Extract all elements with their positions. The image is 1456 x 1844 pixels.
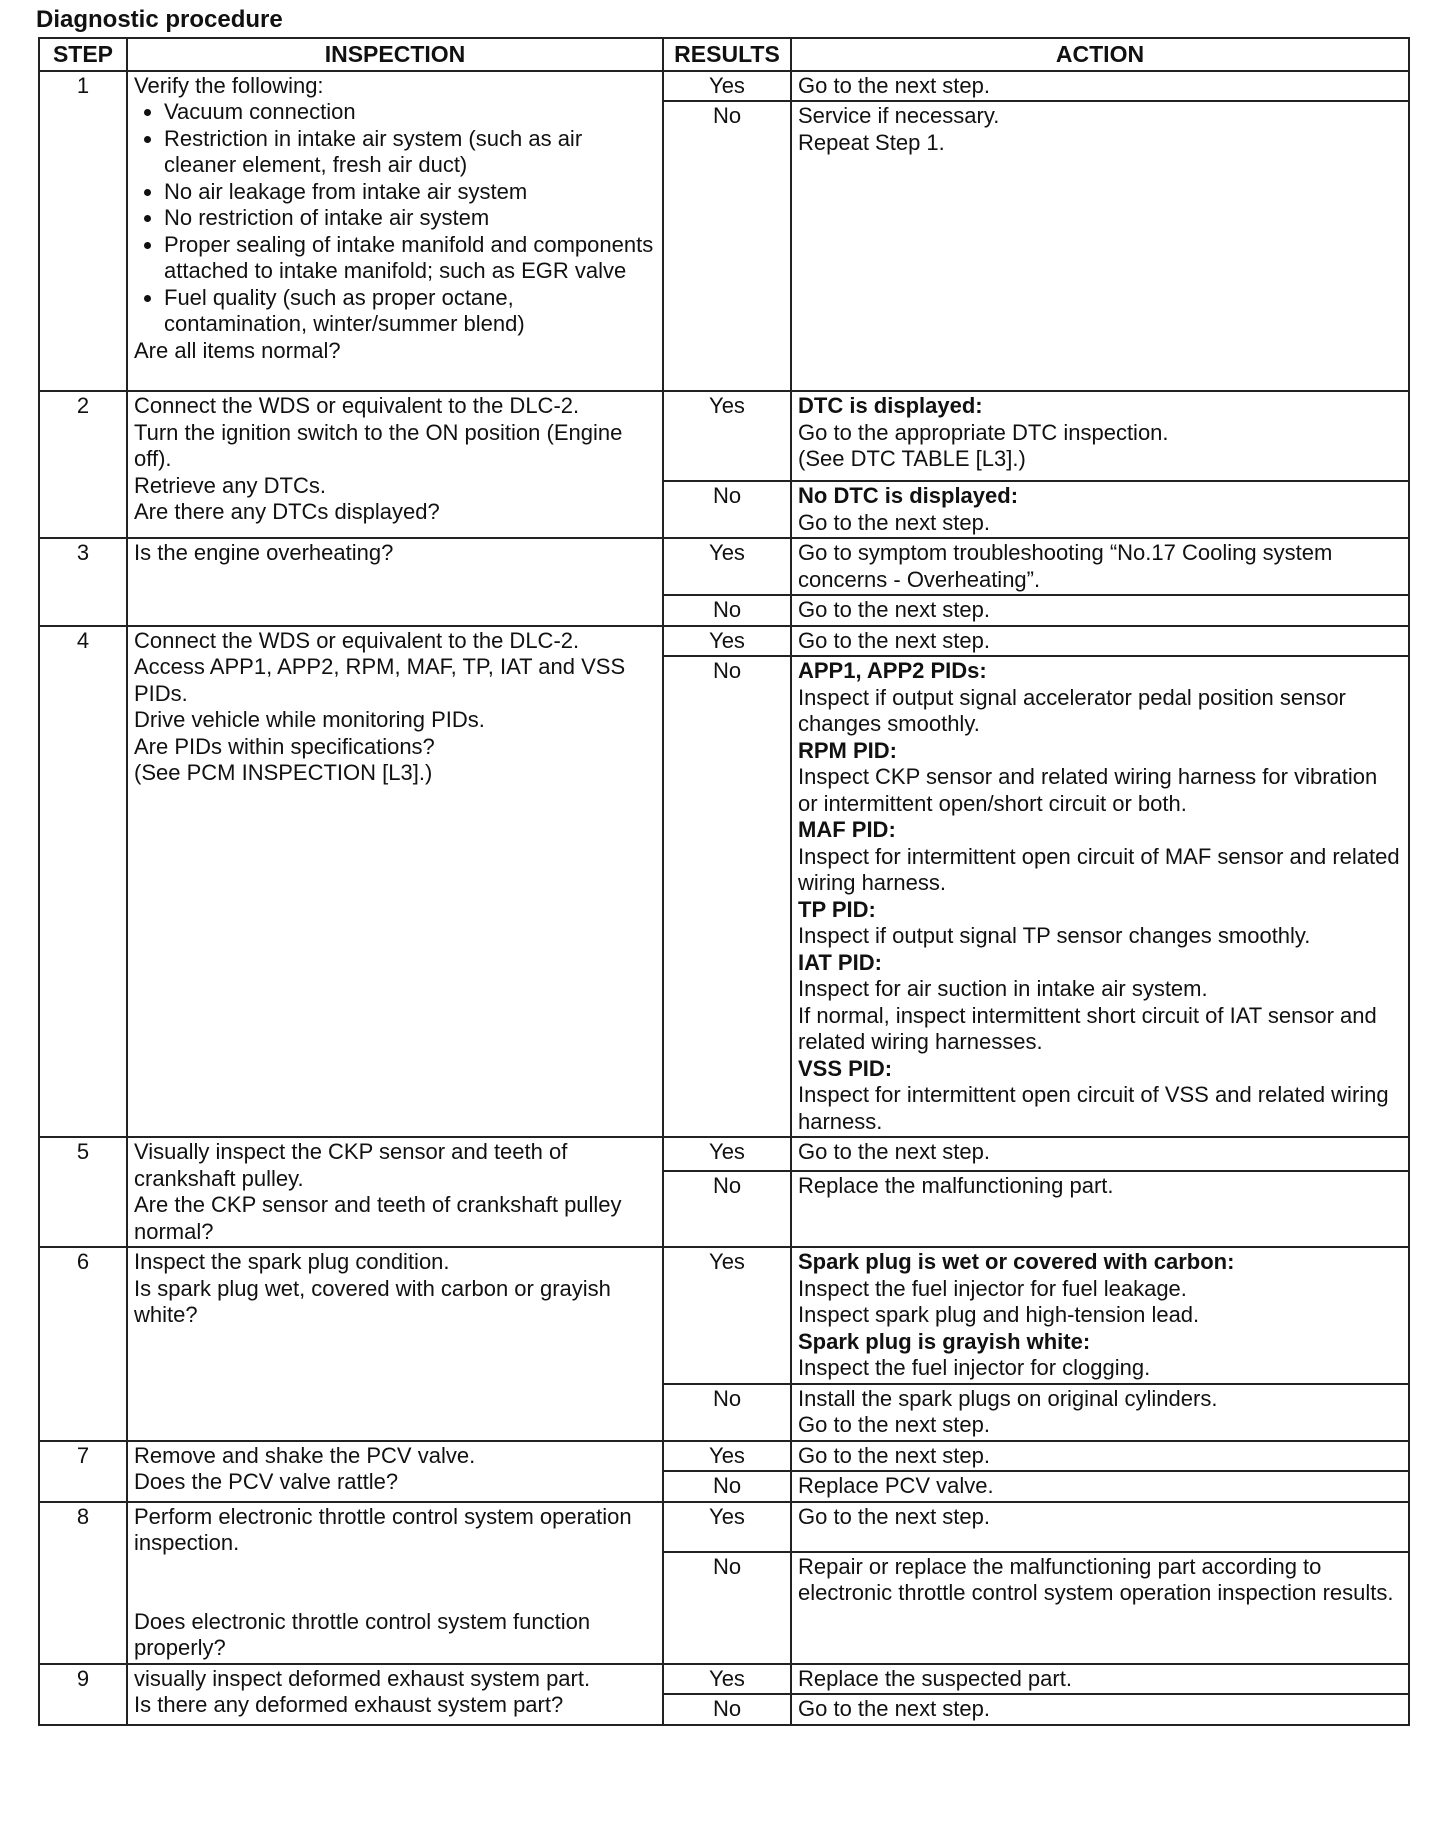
- list-item: • Vacuum connection: [164, 99, 656, 126]
- action-cell: [791, 656, 1409, 1137]
- action-cell: [791, 1552, 1409, 1664]
- result-yes: Yes: [663, 1441, 791, 1472]
- table-row: [39, 391, 1409, 481]
- page-title: Diagnostic procedure: [36, 6, 283, 33]
- list-item: • No restriction of intake air system: [164, 205, 656, 232]
- check-list: [134, 99, 656, 338]
- inspection-text: Remove and shake the PCV valve.: [134, 1442, 476, 1468]
- inspection-text: Are PIDs within specifications?: [134, 733, 435, 759]
- action-cell: [791, 538, 1409, 595]
- inspection-text: Retrieve any DTCs.: [134, 472, 326, 498]
- result-no: No: [663, 1694, 791, 1725]
- result-no: No: [663, 1384, 791, 1441]
- action-heading: No DTC is displayed:: [798, 483, 1019, 508]
- action-heading: Spark plug is grayish white:: [798, 1328, 1091, 1354]
- step-number: 9: [39, 1664, 127, 1725]
- action-text: Service if necessary.: [798, 103, 1000, 128]
- inspection-text: Are there any DTCs displayed?: [134, 499, 440, 524]
- table-row: [39, 1137, 1409, 1171]
- action-heading: MAF PID:: [798, 817, 896, 842]
- result-no: No: [663, 1171, 791, 1247]
- action-cell: [791, 481, 1409, 538]
- inspection-text: Are the CKP sensor and teeth of crankshaft pulley normal?: [134, 1192, 622, 1244]
- header-results: RESULTS: [663, 38, 791, 71]
- action-text: Inspect spark plug and high-tension lead.: [798, 1302, 1200, 1327]
- action-text: Go to the next step.: [798, 1696, 991, 1721]
- result-no: No: [663, 101, 791, 391]
- inspection-question: Does electronic throttle control system function properly?: [134, 1608, 591, 1660]
- action-text: Go to the next step.: [798, 1442, 991, 1468]
- inspection-cell: [127, 626, 663, 1138]
- inspection-cell: [127, 1441, 663, 1502]
- table-row: [39, 1441, 1409, 1472]
- result-yes: Yes: [663, 391, 791, 481]
- action-cell: [791, 1441, 1409, 1472]
- list-item: • No air leakage from intake air system: [164, 179, 656, 206]
- step-number: 2: [39, 391, 127, 538]
- action-text: Go to the next step.: [798, 1139, 991, 1164]
- inspection-text: Is spark plug wet, covered with carbon or grayish white?: [134, 1275, 611, 1327]
- action-text: Go to the next step.: [798, 597, 991, 622]
- diagnostic-procedure-table: [38, 37, 1410, 1726]
- result-yes: Yes: [663, 1137, 791, 1171]
- action-text: Inspect if output signal TP sensor changes smoothly.: [798, 923, 1311, 948]
- result-yes: Yes: [663, 1502, 791, 1552]
- step-number: 3: [39, 538, 127, 626]
- action-text: If normal, inspect intermittent short circuit of IAT sensor and related wiring harnesses.: [798, 1002, 1377, 1054]
- action-cell: [791, 626, 1409, 657]
- step-number: 8: [39, 1502, 127, 1664]
- inspection-text: (See PCM INSPECTION [L3].): [134, 760, 433, 785]
- result-yes: Yes: [663, 1247, 791, 1384]
- step-number: 4: [39, 626, 127, 1138]
- action-text: Replace the malfunctioning part.: [798, 1173, 1114, 1198]
- inspection-text: Does the PCV valve rattle?: [134, 1469, 399, 1494]
- inspection-text: Connect the WDS or equivalent to the DLC-2.: [134, 393, 580, 418]
- action-text: Inspect for intermittent open circuit of MAF sensor and related wiring harness.: [798, 843, 1400, 895]
- action-cell: [791, 1502, 1409, 1552]
- result-no: No: [663, 1471, 791, 1502]
- table-row: [39, 1247, 1409, 1384]
- inspection-cell: [127, 1664, 663, 1725]
- result-yes: Yes: [663, 71, 791, 102]
- action-text: Inspect for intermittent open circuit of VSS and related wiring harness.: [798, 1082, 1389, 1134]
- action-text: Inspect if output signal accelerator pedal position sensor changes smoothly.: [798, 684, 1346, 736]
- result-no: No: [663, 595, 791, 626]
- action-text: Replace PCV valve.: [798, 1473, 994, 1498]
- table-row: [39, 71, 1409, 102]
- action-heading: Spark plug is wet or covered with carbon:: [798, 1249, 1235, 1274]
- inspection-text: Access APP1, APP2, RPM, MAF, TP, IAT and VSS PIDs.: [134, 654, 626, 706]
- inspection-text: Verify the following:: [134, 72, 324, 98]
- action-text: Go to the next step.: [798, 1412, 991, 1437]
- action-cell: [791, 101, 1409, 391]
- action-text: Go to the next step.: [798, 627, 991, 653]
- result-yes: Yes: [663, 538, 791, 595]
- action-text: Go to the next step.: [798, 1503, 991, 1529]
- action-text: Replace the suspected part.: [798, 1665, 1072, 1691]
- inspection-cell: [127, 1247, 663, 1441]
- action-text: Repeat Step 1.: [798, 129, 945, 155]
- action-text: Install the spark plugs on original cylinders.: [798, 1385, 1218, 1411]
- list-item: • Fuel quality (such as proper octane, contamination, winter/summer blend): [164, 285, 656, 338]
- action-heading: VSS PID:: [798, 1055, 893, 1081]
- table-header-row: [39, 38, 1409, 71]
- result-yes: Yes: [663, 626, 791, 657]
- inspection-text: Turn the ignition switch to the ON position (Engine off).: [134, 419, 623, 471]
- inspection-text: Drive vehicle while monitoring PIDs.: [134, 707, 485, 732]
- action-cell: [791, 1384, 1409, 1441]
- action-cell: [791, 71, 1409, 102]
- action-text: Inspect the fuel injector for fuel leakage.: [798, 1275, 1187, 1301]
- inspection-cell: [127, 1137, 663, 1247]
- action-text: Go to the next step.: [798, 509, 991, 535]
- table-row: [39, 626, 1409, 657]
- action-text: Repair or replace the malfunctioning part according to electronic throttle control system operation inspection results.: [798, 1553, 1394, 1605]
- inspection-text: Inspect the spark plug condition.: [134, 1249, 450, 1274]
- inspection-text: Visually inspect the CKP sensor and teeth of crankshaft pulley.: [134, 1139, 568, 1191]
- inspection-text: Is there any deformed exhaust system part?: [134, 1692, 564, 1717]
- inspection-cell: [127, 538, 663, 626]
- action-text: (See DTC TABLE [L3].): [798, 446, 1026, 471]
- action-heading: APP1, APP2 PIDs:: [798, 658, 987, 683]
- action-cell: [791, 391, 1409, 481]
- action-heading: RPM PID:: [798, 737, 897, 763]
- result-no: No: [663, 481, 791, 538]
- action-text: Inspect CKP sensor and related wiring harness for vibration or intermittent open/short circuit or both.: [798, 764, 1378, 816]
- action-text: Inspect for air suction in intake air system.: [798, 976, 1208, 1001]
- action-cell: [791, 1171, 1409, 1247]
- action-heading: IAT PID:: [798, 949, 882, 975]
- list-item: • Restriction in intake air system (such as air cleaner element, fresh air duct): [164, 126, 656, 179]
- table-row: [39, 1664, 1409, 1695]
- header-action: ACTION: [791, 38, 1409, 71]
- action-heading: DTC is displayed:: [798, 393, 983, 418]
- action-cell: [791, 1137, 1409, 1171]
- step-number: 7: [39, 1441, 127, 1502]
- action-cell: [791, 1664, 1409, 1695]
- step-number: 6: [39, 1247, 127, 1441]
- action-cell: [791, 595, 1409, 626]
- table-row: [39, 538, 1409, 595]
- action-text: Inspect the fuel injector for clogging.: [798, 1355, 1151, 1380]
- action-text: Go to the appropriate DTC inspection.: [798, 419, 1169, 445]
- header-inspection: INSPECTION: [127, 38, 663, 71]
- action-heading: TP PID:: [798, 896, 876, 922]
- inspection-question: Are all items normal?: [134, 337, 341, 363]
- result-no: No: [663, 1552, 791, 1664]
- inspection-cell: [127, 391, 663, 538]
- result-no: No: [663, 656, 791, 1137]
- action-cell: [791, 1694, 1409, 1725]
- step-number: 5: [39, 1137, 127, 1247]
- inspection-cell: [127, 1502, 663, 1664]
- inspection-text: Is the engine overheating?: [134, 540, 394, 565]
- inspection-text: Perform electronic throttle control system operation inspection.: [134, 1503, 632, 1555]
- action-cell: [791, 1247, 1409, 1384]
- list-item: • Proper sealing of intake manifold and components attached to intake manifold; such as EGR valve: [164, 232, 656, 285]
- step-number: 1: [39, 71, 127, 392]
- action-text: Go to symptom troubleshooting “No.17 Cooling system concerns - Overheating”.: [798, 540, 1333, 592]
- action-cell: [791, 1471, 1409, 1502]
- inspection-cell: [127, 71, 663, 392]
- inspection-text: visually inspect deformed exhaust system part.: [134, 1665, 591, 1691]
- inspection-text: Connect the WDS or equivalent to the DLC-2.: [134, 627, 580, 653]
- header-step: STEP: [39, 38, 127, 71]
- result-yes: Yes: [663, 1664, 791, 1695]
- action-text: Go to the next step.: [798, 72, 991, 98]
- table-row: [39, 1502, 1409, 1552]
